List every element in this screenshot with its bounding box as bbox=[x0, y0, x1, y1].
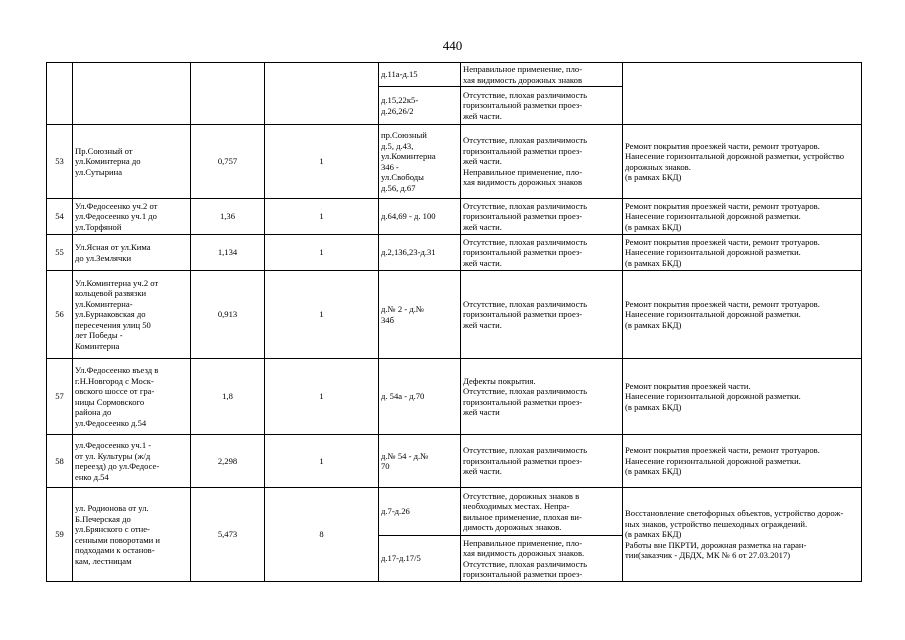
count-cell: 8 bbox=[265, 488, 379, 582]
count-cell: 1 bbox=[265, 271, 379, 359]
street-cell: Ул.Коминтерна уч.2 от кольцевой развязки ул.Коминтерна- ул.Бурнаковская до пересечения улиц 50 лет Победы - Коминтерна bbox=[73, 271, 191, 359]
table-row bbox=[47, 271, 862, 359]
defects-cell: Неправильное применение, пло- хая видимость дорожных знаков bbox=[461, 63, 623, 87]
length-cell: 1,134 bbox=[191, 235, 265, 271]
row-number: 55 bbox=[47, 235, 73, 271]
defects-cell: Отсутствие, плохая различимость горизонтальной разметки проез- жей части. bbox=[461, 87, 623, 125]
table-row bbox=[47, 435, 862, 488]
row-number bbox=[47, 63, 73, 125]
houses-cell: д. 54а - д.70 bbox=[379, 359, 461, 435]
length-cell bbox=[191, 63, 265, 125]
count-cell: 1 bbox=[265, 435, 379, 488]
row-number: 59 bbox=[47, 488, 73, 582]
street-cell: Пр.Союзный от ул.Коминтерна до ул.Сутырина bbox=[73, 125, 191, 199]
defects-cell: Отсутствие, дорожных знаков в необходимых местах. Непра- вильное применение, плохая ви- димость дорожных знаков. bbox=[461, 488, 623, 536]
row-number: 58 bbox=[47, 435, 73, 488]
table-row bbox=[47, 63, 862, 87]
length-cell: 2,298 bbox=[191, 435, 265, 488]
houses-cell: д.11а-д.15 bbox=[379, 63, 461, 87]
defects-cell: Неправильное применение, пло- хая видимость дорожных знаков. Отсутствие, плохая различимость горизонтальной разметки проез- bbox=[461, 536, 623, 582]
defects-cell: Отсутствие, плохая различимость горизонтальной разметки проез- жей части. bbox=[461, 271, 623, 359]
houses-cell: д.64,69 - д. 100 bbox=[379, 199, 461, 235]
page-number: 440 bbox=[442, 38, 463, 53]
street-cell: ул. Родионова от ул. Б.Печерская до ул.Брянского с отне- сенными поворотами и подходами к останов- кам, лестницам bbox=[73, 488, 191, 582]
street-cell: ул.Федосеенко уч.1 - от ул. Культуры (ж/д переезд) до ул.Федосе- енко д.54 bbox=[73, 435, 191, 488]
houses-cell: д.17-д.17/5 bbox=[379, 536, 461, 582]
street-cell bbox=[73, 63, 191, 125]
table-row bbox=[47, 359, 862, 435]
measures-cell: Ремонт покрытия проезжей части. Нанесение горизонтальной дорожной разметки. (в рамках БКД) bbox=[623, 359, 862, 435]
street-cell: Ул.Федосеенко уч.2 от ул.Федосеенко уч.1 до ул.Торфяной bbox=[73, 199, 191, 235]
street-cell: Ул.Ясная от ул.Кима до ул.Землячки bbox=[73, 235, 191, 271]
row-number: 57 bbox=[47, 359, 73, 435]
measures-cell: Ремонт покрытия проезжей части, ремонт тротуаров. Нанесение горизонтальной дорожной разметки. (в рамках БКД) bbox=[623, 271, 862, 359]
length-cell: 5,473 bbox=[191, 488, 265, 582]
defects-cell: Отсутствие, плохая различимость горизонтальной разметки проез- жей части. bbox=[461, 199, 623, 235]
length-cell: 0,913 bbox=[191, 271, 265, 359]
houses-cell: д.7-д.26 bbox=[379, 488, 461, 536]
count-cell: 1 bbox=[265, 125, 379, 199]
table-row bbox=[47, 199, 862, 235]
defects-cell: Отсутствие, плохая различимость горизонтальной разметки проез- жей части. Неправильное применение, пло- хая видимость дорожных знаков bbox=[461, 125, 623, 199]
measures-cell bbox=[623, 63, 862, 125]
row-number: 53 bbox=[47, 125, 73, 199]
measures-cell: Ремонт покрытия проезжей части, ремонт тротуаров. Нанесение горизонтальной дорожной разметки. (в рамках БКД) bbox=[623, 235, 862, 271]
row-number: 56 bbox=[47, 271, 73, 359]
count-cell bbox=[265, 63, 379, 125]
count-cell: 1 bbox=[265, 359, 379, 435]
length-cell: 0,757 bbox=[191, 125, 265, 199]
measures-cell: Ремонт покрытия проезжей части, ремонт тротуаров. Нанесение горизонтальной дорожной разметки, устройство дорожных знаков. (в рамках БКД) bbox=[623, 125, 862, 199]
count-cell: 1 bbox=[265, 235, 379, 271]
houses-cell: пр.Союзный д.5, д.43, ул.Коминтерна 346 - ул.Свободы д.56, д.67 bbox=[379, 125, 461, 199]
table-row bbox=[47, 488, 862, 536]
defects-cell: Отсутствие, плохая различимость горизонтальной разметки проез- жей части. bbox=[461, 235, 623, 271]
houses-cell: д.2,136,23-д.31 bbox=[379, 235, 461, 271]
measures-cell: Ремонт покрытия проезжей части, ремонт тротуаров. Нанесение горизонтальной дорожной разметки. (в рамках БКД) bbox=[623, 435, 862, 488]
table-row bbox=[47, 125, 862, 199]
table-row bbox=[47, 235, 862, 271]
street-cell: Ул.Федосеенко въезд в г.Н.Новгород с Моск- овского шоссе от гра- ницы Сормовского района до ул.Федосеенко д.54 bbox=[73, 359, 191, 435]
count-cell: 1 bbox=[265, 199, 379, 235]
defects-cell: Дефекты покрытия. Отсутствие, плохая различимость горизонтальной разметки проез- жей части bbox=[461, 359, 623, 435]
defects-cell: Отсутствие, плохая различимость горизонтальной разметки проез- жей части. bbox=[461, 435, 623, 488]
houses-cell: д.№ 2 - д.№ 34б bbox=[379, 271, 461, 359]
row-number: 54 bbox=[47, 199, 73, 235]
measures-cell: Восстановление светофорных объектов, устройство дорож- ных знаков, устройство пешеходных ограждений. (в рамках БКД) Работы вне ПКРТИ, дорожная разметка на гаран- тии(заказчик - ДБДХ, МК № 6 от 27.03.2017) bbox=[623, 488, 862, 582]
measures-cell: Ремонт покрытия проезжей части, ремонт тротуаров. Нанесение горизонтальной дорожной разметки. (в рамках БКД) bbox=[623, 199, 862, 235]
length-cell: 1,36 bbox=[191, 199, 265, 235]
houses-cell: д.№ 54 - д.№ 70 bbox=[379, 435, 461, 488]
road-repair-table bbox=[46, 62, 862, 582]
length-cell: 1,8 bbox=[191, 359, 265, 435]
houses-cell: д.15,22к5- д.26,26/2 bbox=[379, 87, 461, 125]
